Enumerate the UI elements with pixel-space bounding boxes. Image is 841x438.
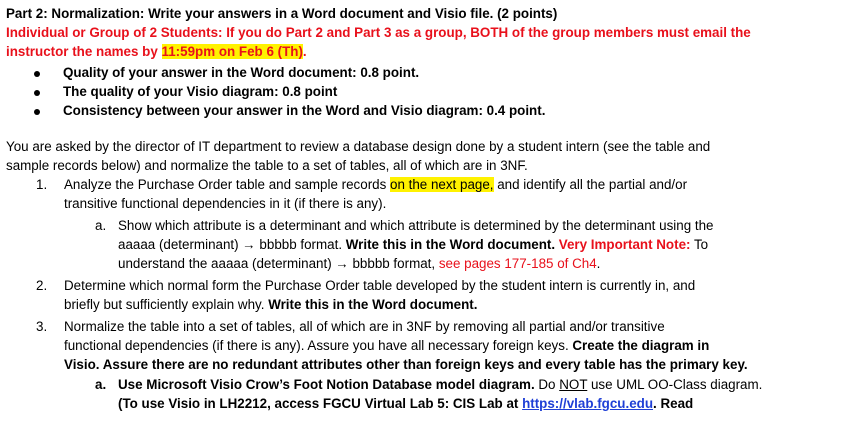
grading-bullet: Quality of your answer in the Word document: 0.8 point. [63, 65, 420, 80]
group-note-period: . [302, 44, 307, 59]
task1a-line1: Show which attribute is a determinant and which attribute is determined by the determinant using the [118, 218, 714, 233]
word-instruction: Write this in the Word document. [345, 237, 559, 252]
bullet-icon [34, 109, 40, 115]
task1-text: Analyze the Purchase Order table and sample records [64, 177, 391, 192]
intro-line2: sample records below) and normalize the table to a set of tables, all of which are in 3NF. [6, 158, 528, 173]
task3-text: functional dependencies (if there is any). Assure you have all necessary foreign keys. [64, 338, 573, 353]
vlab-text: (To use Visio in LH2212, access FGCU Virtual Lab 5: CIS Lab at [118, 396, 523, 411]
task1-line1 [64, 175, 687, 194]
format-text: understand the aaaaa (determinant) → bbbbb format, [118, 256, 439, 271]
group-note-text: instructor the names by [6, 44, 162, 59]
intro-line1: You are asked by the director of IT department to review a database design done by a student intern (see the table and [6, 139, 711, 154]
task3-line3: Visio. Assure there are no redundant attributes other than foreign keys and every table has the primary key. [64, 357, 748, 372]
bullet-icon [34, 90, 40, 96]
task1-text-end: and identify all the partial and/or [493, 177, 688, 192]
grading-bullet: Consistency between your answer in the Word and Visio diagram: 0.4 point. [63, 103, 546, 118]
uml-text: use UML OO-Class diagram. [587, 377, 763, 392]
visio-instruction: Create the diagram in [572, 338, 710, 353]
task3-line1: Normalize the table into a set of tables, all of which are in 3NF by removing all partial and/or transitive [64, 319, 665, 334]
important-note-text: To [690, 237, 709, 252]
subtask-label: a. [95, 218, 107, 233]
page-reference: see pages 177-185 of Ch4 [438, 256, 597, 271]
bullet-icon [34, 71, 40, 77]
important-note-label: Very Important Note: [558, 237, 691, 252]
task-number: 2. [36, 278, 48, 293]
task1-line2: transitive functional dependencies in it (if there is any). [64, 196, 387, 211]
task3a-line1 [118, 375, 762, 394]
not-underlined: NOT [559, 377, 588, 392]
task1a-line3 [118, 254, 600, 273]
word-instruction: Write this in the Word document. [268, 297, 478, 312]
next-page-highlight: on the next page, [390, 177, 494, 192]
page-title: Part 2: Normalization: Write your answers in a Word document and Visio file. (2 points) [6, 6, 558, 21]
group-note-line2 [6, 42, 307, 61]
do-text: Do [538, 377, 560, 392]
task3-line2 [64, 336, 709, 355]
task-number: 3. [36, 319, 48, 334]
task3a-line2 [118, 394, 693, 413]
task2-text: briefly but sufficiently explain why. [64, 297, 269, 312]
task-number: 1. [36, 177, 48, 192]
task1a-line2 [118, 235, 708, 254]
read-text: . Read [653, 396, 694, 411]
group-note-line1: Individual or Group of 2 Students: If you do Part 2 and Part 3 as a group, BOTH of the group members must email the [6, 25, 751, 40]
deadline-highlight: 11:59pm on Feb 6 (Th) [161, 44, 303, 59]
crows-foot-instruction: Use Microsoft Visio Crow’s Foot Notion Database model diagram. [118, 377, 539, 392]
task2-line2 [64, 295, 477, 314]
subtask-label: a. [95, 377, 107, 392]
task2-line1: Determine which normal form the Purchase Order table developed by the student intern is currently in, and [64, 278, 696, 293]
vlab-link[interactable]: https://vlab.fgcu.edu [522, 396, 654, 411]
period: . [596, 256, 601, 271]
format-text: aaaaa (determinant) → bbbbb format. [118, 237, 346, 252]
grading-bullet: The quality of your Visio diagram: 0.8 point [63, 84, 338, 99]
